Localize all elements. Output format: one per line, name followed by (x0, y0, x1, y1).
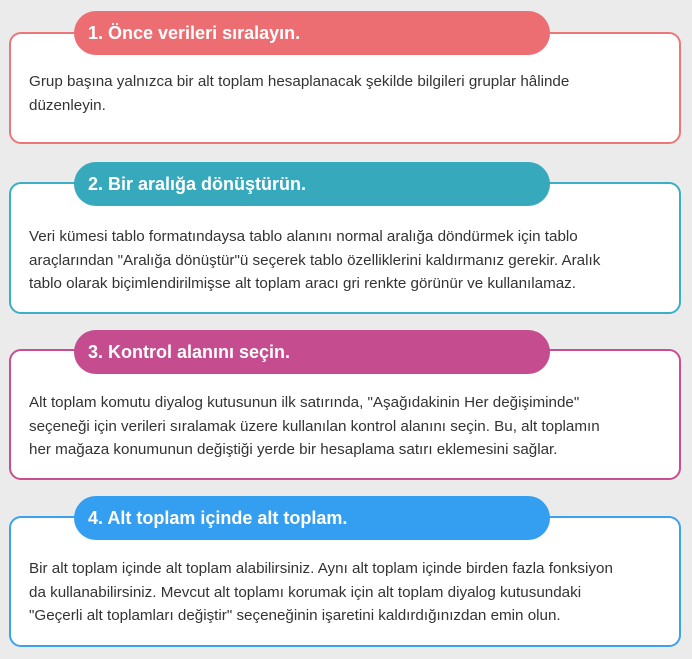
step-1-line-1: Grup başına yalnızca bir alt toplam hesaplanacak şekilde bilgileri gruplar hâlinde (29, 73, 570, 90)
step-2-line-3: tablo olarak biçimlendirilmişse alt toplam aracı gri renkte görünür ve kullanılamaz. (29, 275, 576, 292)
step-4-line-1: Bir alt toplam içinde alt toplam alabilirsiniz. Aynı alt toplam içinde birden fazla fonksiyon (29, 560, 613, 577)
step-text-2 (29, 225, 665, 296)
step-title-4: 4. Alt toplam içinde alt toplam. (74, 496, 550, 540)
step-text-4 (29, 557, 665, 628)
step-title-2: 2. Bir aralığa dönüştürün. (74, 162, 550, 206)
step-title-1: 1. Önce verileri sıralayın. (74, 11, 550, 55)
step-4-line-3: "Geçerli alt toplamları değiştir" seçeneğinin işaretini kaldırdığınızdan emin olun. (29, 607, 561, 624)
step-2-line-1: Veri kümesi tablo formatındaysa tablo alanını normal aralığa döndürmek için tablo (29, 228, 578, 245)
step-4-line-2: da kullanabilirsiniz. Mevcut alt toplamı korumak için alt toplam diyalog kutusundaki (29, 583, 582, 601)
step-3-line-1: Alt toplam komutu diyalog kutusunun ilk satırında, "Aşağıdakinin Her değişiminde" (29, 394, 580, 411)
step-3-line-3: her mağaza konumunun değiştiği yerde bir hesaplama satırı eklemesini sağlar. (29, 441, 558, 458)
step-3-line-2: seçeneği için verileri sıralamak üzere kullanılan kontrol alanını seçin. Bu, alt toplamın (29, 417, 600, 435)
step-text-1 (29, 70, 665, 117)
step-2-line-2: araçlarından "Aralığa dönüştür"ü seçerek tablo özelliklerini kaldırmanız gerekir. Aralık (29, 251, 601, 269)
step-1-line-2: düzenleyin. (29, 96, 106, 114)
step-title-3: 3. Kontrol alanını seçin. (74, 330, 550, 374)
step-text-3 (29, 391, 665, 462)
